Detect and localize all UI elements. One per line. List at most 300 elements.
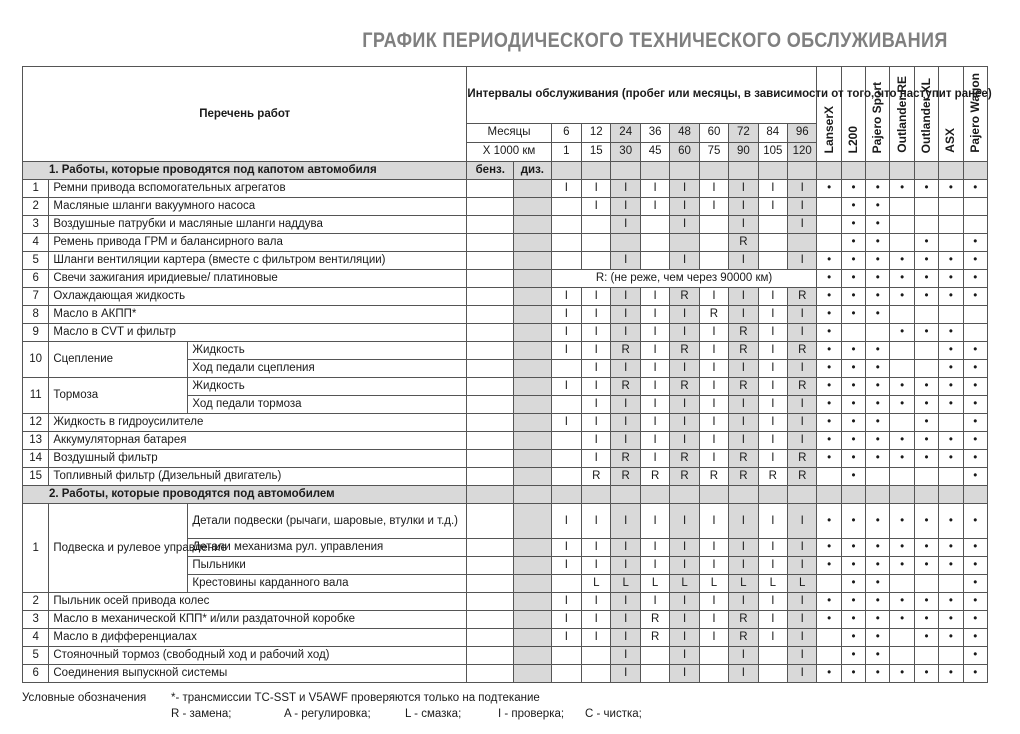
table-row <box>23 665 988 683</box>
row-number: 3 <box>23 216 49 234</box>
table-row <box>23 288 988 306</box>
model-cell: • <box>866 252 890 270</box>
model-cell: • <box>866 414 890 432</box>
interval-cell: I <box>640 450 669 468</box>
model-cell: • <box>841 504 865 539</box>
model-cell: • <box>841 252 865 270</box>
work-label: Стояночный тормоз (свободный ход и рабочий ход) <box>49 647 467 665</box>
diesel-cell <box>514 593 552 611</box>
interval-cell: I <box>611 557 640 575</box>
model-cell: • <box>817 450 841 468</box>
interval-cell: I <box>788 396 817 414</box>
diesel-cell <box>514 450 552 468</box>
interval-cell: R <box>729 378 758 396</box>
model-cell: • <box>963 593 988 611</box>
model-cell: • <box>939 450 963 468</box>
work-label: Масло в АКПП* <box>49 306 467 324</box>
legend-inspect: I - проверка; <box>498 708 565 720</box>
section-cell <box>640 486 669 504</box>
interval-cell: I <box>699 180 728 198</box>
interval-cell: R <box>788 342 817 360</box>
interval-cell: I <box>551 557 581 575</box>
model-cell: • <box>866 611 890 629</box>
interval-cell: I <box>788 180 817 198</box>
model-cell <box>890 575 914 593</box>
diesel-cell <box>514 180 552 198</box>
petrol-cell <box>467 396 514 414</box>
interval-cell: I <box>640 432 669 450</box>
model-cell: • <box>963 539 988 557</box>
model-cell: • <box>914 414 938 432</box>
interval-cell: I <box>611 216 640 234</box>
interval-cell: R <box>788 378 817 396</box>
interval-cell: I <box>758 396 787 414</box>
interval-cell: I <box>788 665 817 683</box>
interval-cell: I <box>582 593 611 611</box>
work-label: Тормоза <box>49 378 188 414</box>
row-number: 5 <box>23 252 49 270</box>
model-cell: • <box>866 396 890 414</box>
model-cell: • <box>963 557 988 575</box>
interval-cell: I <box>611 324 640 342</box>
model-cell: • <box>939 270 963 288</box>
model-cell: • <box>890 396 914 414</box>
row-number: 1 <box>23 180 49 198</box>
interval-cell: I <box>699 396 728 414</box>
diesel-cell <box>514 396 552 414</box>
interval-cell: I <box>758 504 787 539</box>
work-label: Охлаждающая жидкость <box>49 288 467 306</box>
model-cell <box>817 198 841 216</box>
model-cell <box>890 414 914 432</box>
model-cell: • <box>866 665 890 683</box>
model-cell: • <box>866 557 890 575</box>
model-cell: • <box>866 180 890 198</box>
interval-cell <box>640 252 669 270</box>
interval-cell: I <box>611 288 640 306</box>
interval-cell: I <box>611 647 640 665</box>
interval-cell <box>758 252 787 270</box>
model-label: LanserX <box>821 105 836 153</box>
section-cell <box>963 162 988 180</box>
model-cell: • <box>841 342 865 360</box>
interval-cell: L <box>699 575 728 593</box>
model-cell <box>914 216 938 234</box>
months-value: 96 <box>788 123 817 142</box>
interval-cell: I <box>729 432 758 450</box>
model-cell: • <box>963 270 988 288</box>
interval-cell: I <box>640 360 669 378</box>
model-cell: • <box>939 629 963 647</box>
petrol-cell <box>467 611 514 629</box>
model-cell: • <box>866 432 890 450</box>
interval-cell: I <box>788 432 817 450</box>
model-cell: • <box>914 450 938 468</box>
model-cell: • <box>817 414 841 432</box>
interval-cell: I <box>788 216 817 234</box>
section-row <box>23 486 988 504</box>
interval-cell: I <box>582 396 611 414</box>
interval-cell: I <box>699 557 728 575</box>
model-cell <box>939 306 963 324</box>
work-label: Ремни привода вспомогательных агрегатов <box>49 180 467 198</box>
model-cell <box>914 647 938 665</box>
interval-cell: I <box>551 414 581 432</box>
interval-cell: R <box>640 629 669 647</box>
interval-cell: I <box>699 450 728 468</box>
legend-title: Условные обозначения <box>22 692 147 704</box>
table-row <box>23 180 988 198</box>
interval-cell: I <box>582 198 611 216</box>
model-cell: • <box>963 504 988 539</box>
interval-cell: I <box>699 414 728 432</box>
model-label: Pajero Sport <box>870 81 885 153</box>
diesel-cell <box>514 198 552 216</box>
interval-cell: I <box>788 539 817 557</box>
interval-cell: I <box>582 306 611 324</box>
interval-cell: R <box>611 342 640 360</box>
model-header <box>817 67 841 162</box>
interval-cell: I <box>640 593 669 611</box>
interval-cell: I <box>670 539 699 557</box>
model-label: Outlander RE <box>894 76 909 153</box>
model-header <box>963 67 988 162</box>
interval-cell: I <box>699 593 728 611</box>
sub-work-label: Детали механизма рул. управления <box>188 539 467 557</box>
section-cell <box>890 486 914 504</box>
interval-cell <box>582 665 611 683</box>
interval-cell: I <box>551 180 581 198</box>
table-row <box>23 216 988 234</box>
model-cell <box>939 468 963 486</box>
row-number: 9 <box>23 324 49 342</box>
interval-cell: I <box>611 593 640 611</box>
interval-cell: I <box>551 629 581 647</box>
work-label: Масло в CVT и фильтр <box>49 324 467 342</box>
interval-cell <box>670 234 699 252</box>
interval-cell <box>551 216 581 234</box>
model-cell: • <box>914 396 938 414</box>
interval-cell: R <box>670 288 699 306</box>
interval-cell <box>551 575 581 593</box>
petrol-cell <box>467 450 514 468</box>
interval-cell <box>551 647 581 665</box>
model-cell: • <box>841 450 865 468</box>
model-cell <box>890 360 914 378</box>
row-number: 1 <box>23 504 49 593</box>
km-value: 120 <box>788 142 817 161</box>
section-cell <box>788 486 817 504</box>
interval-cell: I <box>640 557 669 575</box>
model-cell: • <box>817 180 841 198</box>
interval-cell <box>551 665 581 683</box>
table-row <box>23 270 988 288</box>
model-cell: • <box>890 450 914 468</box>
model-label: L200 <box>845 125 860 153</box>
model-cell: • <box>890 324 914 342</box>
interval-cell: I <box>670 306 699 324</box>
interval-cell: R <box>611 450 640 468</box>
interval-cell: I <box>788 647 817 665</box>
legend-replace: R - замена; <box>171 708 232 720</box>
interval-cell: I <box>758 611 787 629</box>
interval-cell: L <box>582 575 611 593</box>
model-cell <box>963 198 988 216</box>
model-cell: • <box>841 288 865 306</box>
interval-cell <box>699 647 728 665</box>
model-cell: • <box>939 504 963 539</box>
interval-cell: I <box>729 396 758 414</box>
interval-cell <box>640 234 669 252</box>
work-list-header: Перечень работ <box>23 67 467 162</box>
model-cell: • <box>866 450 890 468</box>
model-cell: • <box>963 611 988 629</box>
months-value: 60 <box>699 123 728 142</box>
interval-cell: R <box>582 468 611 486</box>
model-cell <box>890 629 914 647</box>
interval-cell: I <box>640 414 669 432</box>
model-cell <box>939 234 963 252</box>
model-cell: • <box>890 180 914 198</box>
interval-cell: I <box>788 414 817 432</box>
interval-cell: I <box>670 324 699 342</box>
model-cell: • <box>890 252 914 270</box>
model-header <box>866 67 890 162</box>
table-row <box>23 342 988 360</box>
interval-cell <box>699 252 728 270</box>
model-cell: • <box>841 593 865 611</box>
model-cell: • <box>841 414 865 432</box>
model-cell <box>914 360 938 378</box>
work-label: Жидкость в гидроусилителе <box>49 414 467 432</box>
petrol-cell <box>467 216 514 234</box>
interval-cell: R <box>611 468 640 486</box>
interval-cell: I <box>551 378 581 396</box>
interval-cell: I <box>611 306 640 324</box>
model-cell: • <box>866 378 890 396</box>
interval-cell: I <box>758 593 787 611</box>
months-value: 6 <box>551 123 581 142</box>
model-cell: • <box>939 539 963 557</box>
petrol-cell <box>467 342 514 360</box>
interval-cell: I <box>758 360 787 378</box>
interval-cell: I <box>729 504 758 539</box>
months-value: 36 <box>640 123 669 142</box>
model-cell: • <box>817 342 841 360</box>
model-cell: • <box>914 270 938 288</box>
interval-cell: I <box>611 180 640 198</box>
interval-cell: I <box>670 504 699 539</box>
interval-cell: I <box>699 539 728 557</box>
row-number: 15 <box>23 468 49 486</box>
legend-note: *- трансмиссии TC-SST и V5AWF проверяются только на подтекание <box>171 692 540 704</box>
model-cell: • <box>841 234 865 252</box>
interval-cell: I <box>551 342 581 360</box>
diesel-cell <box>514 342 552 360</box>
model-cell <box>890 198 914 216</box>
model-cell: • <box>841 396 865 414</box>
row-number: 11 <box>23 378 49 414</box>
interval-cell: I <box>670 414 699 432</box>
model-cell: • <box>866 216 890 234</box>
interval-cell: I <box>729 216 758 234</box>
model-cell: • <box>890 504 914 539</box>
model-cell: • <box>841 557 865 575</box>
interval-cell <box>551 432 581 450</box>
model-cell: • <box>890 557 914 575</box>
section-row <box>23 162 988 180</box>
model-cell: • <box>866 575 890 593</box>
interval-cell: I <box>788 306 817 324</box>
interval-cell: I <box>788 360 817 378</box>
work-label: Подвеска и рулевое управление <box>49 504 188 593</box>
interval-cell: I <box>640 288 669 306</box>
model-cell: • <box>866 270 890 288</box>
sub-work-label: Детали подвески (рычаги, шаровые, втулки и т.д.) <box>188 504 467 539</box>
row-number: 14 <box>23 450 49 468</box>
table-row <box>23 432 988 450</box>
model-header <box>890 67 914 162</box>
interval-cell: R <box>640 611 669 629</box>
model-cell: • <box>817 504 841 539</box>
section-cell <box>729 486 758 504</box>
months-label: Месяцы <box>467 123 551 142</box>
model-cell: • <box>866 504 890 539</box>
section-cell <box>758 486 787 504</box>
work-label: Воздушные патрубки и масляные шланги наддува <box>49 216 467 234</box>
model-cell: • <box>914 378 938 396</box>
interval-cell: I <box>611 539 640 557</box>
interval-cell: I <box>640 396 669 414</box>
model-cell: • <box>841 360 865 378</box>
interval-cell: I <box>582 378 611 396</box>
model-cell: • <box>866 306 890 324</box>
model-cell: • <box>963 234 988 252</box>
model-cell <box>939 216 963 234</box>
model-cell <box>914 198 938 216</box>
section-cell <box>817 486 841 504</box>
interval-cell: L <box>758 575 787 593</box>
model-cell: • <box>817 324 841 342</box>
model-cell: • <box>841 216 865 234</box>
interval-cell: L <box>729 575 758 593</box>
section-cell <box>841 486 865 504</box>
petrol-cell <box>467 198 514 216</box>
interval-cell: I <box>758 539 787 557</box>
petrol-cell <box>467 468 514 486</box>
model-cell <box>817 216 841 234</box>
model-cell: • <box>939 593 963 611</box>
table-row <box>23 468 988 486</box>
model-cell: • <box>914 629 938 647</box>
section-cell <box>670 486 699 504</box>
interval-cell: L <box>640 575 669 593</box>
model-cell <box>817 575 841 593</box>
work-label: Пыльник осей привода колес <box>49 593 467 611</box>
interval-cell: I <box>758 342 787 360</box>
section-cell <box>699 162 728 180</box>
interval-cell: L <box>611 575 640 593</box>
model-cell: • <box>963 414 988 432</box>
interval-cell: I <box>640 504 669 539</box>
interval-cell: I <box>788 198 817 216</box>
interval-cell: R <box>699 468 728 486</box>
interval-cell: I <box>582 432 611 450</box>
interval-cell: I <box>551 306 581 324</box>
diesel-cell <box>514 432 552 450</box>
interval-cell: I <box>582 360 611 378</box>
interval-cell: I <box>611 504 640 539</box>
work-label: Масляные шланги вакуумного насоса <box>49 198 467 216</box>
work-label: Топливный фильтр (Дизельный двигатель) <box>49 468 467 486</box>
model-cell: • <box>866 539 890 557</box>
intervals-header: Интервалы обслуживания (пробег или месяцы, в зависимости от того, что наступит ранее) <box>467 67 817 124</box>
maintenance-table <box>22 66 992 683</box>
section-cell <box>467 486 514 504</box>
section-cell <box>914 486 938 504</box>
model-cell: • <box>963 629 988 647</box>
model-cell: • <box>866 593 890 611</box>
petrol-cell <box>467 252 514 270</box>
interval-cell: R <box>670 378 699 396</box>
model-cell: • <box>963 360 988 378</box>
interval-cell: L <box>670 575 699 593</box>
model-cell: • <box>817 432 841 450</box>
km-value: 75 <box>699 142 728 161</box>
model-cell: • <box>914 324 938 342</box>
model-label: Pajero Wagon <box>967 73 982 153</box>
interval-cell: I <box>670 360 699 378</box>
section-cell <box>670 162 699 180</box>
row-number: 3 <box>23 611 49 629</box>
interval-cell <box>551 396 581 414</box>
diesel-cell <box>514 647 552 665</box>
model-cell: • <box>963 665 988 683</box>
interval-cell <box>582 216 611 234</box>
work-label: Ремень привода ГРМ и балансирного вала <box>49 234 467 252</box>
interval-cell: I <box>670 216 699 234</box>
interval-cell <box>758 647 787 665</box>
section-cell <box>866 486 890 504</box>
section-cell <box>939 486 963 504</box>
interval-cell: I <box>699 504 728 539</box>
interval-cell: I <box>699 198 728 216</box>
section-cell <box>514 486 552 504</box>
sub-work-label: Ход педали сцепления <box>188 360 467 378</box>
model-label: Outlander XL <box>918 77 933 153</box>
interval-cell: R <box>729 450 758 468</box>
work-label: Свечи зажигания иридиевые/ платиновые <box>49 270 467 288</box>
work-label: Воздушный фильтр <box>49 450 467 468</box>
model-cell: • <box>841 270 865 288</box>
interval-cell: I <box>788 611 817 629</box>
interval-cell <box>758 234 787 252</box>
interval-cell <box>699 216 728 234</box>
interval-cell: R <box>788 450 817 468</box>
interval-cell: I <box>551 504 581 539</box>
petrol-cell <box>467 360 514 378</box>
interval-cell: I <box>758 414 787 432</box>
months-value: 12 <box>582 123 611 142</box>
model-cell: • <box>963 432 988 450</box>
model-cell: • <box>939 180 963 198</box>
interval-cell: I <box>582 342 611 360</box>
section-cell <box>611 162 640 180</box>
sub-work-label: Крестовины карданного вала <box>188 575 467 593</box>
model-cell: • <box>841 665 865 683</box>
interval-cell <box>582 252 611 270</box>
model-cell <box>866 468 890 486</box>
